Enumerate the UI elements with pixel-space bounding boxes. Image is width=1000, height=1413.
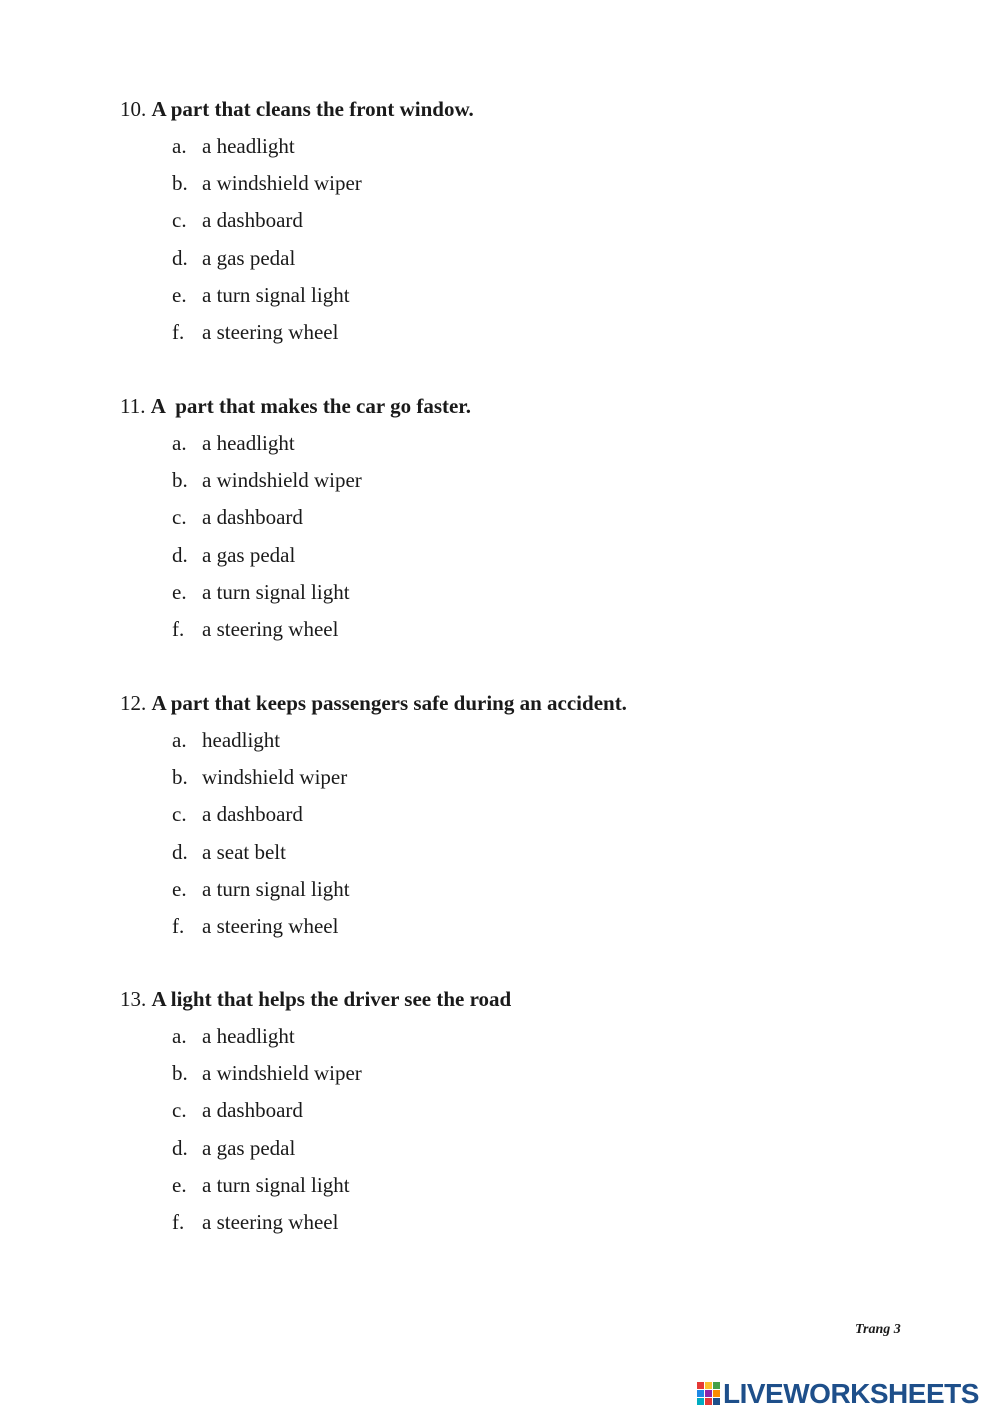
option-letter: f. — [172, 616, 185, 641]
option-a[interactable] — [172, 728, 350, 765]
option-list — [172, 431, 362, 654]
option-letter: b. — [172, 171, 188, 196]
option-c[interactable] — [172, 208, 362, 245]
option-text: a windshield wiper — [202, 1061, 362, 1086]
question-13 — [120, 987, 940, 1234]
option-a[interactable] — [172, 134, 362, 171]
option-text: a seat belt — [202, 839, 286, 864]
option-letter: c. — [172, 802, 187, 827]
option-e[interactable] — [172, 283, 362, 320]
option-text: a turn signal light — [202, 876, 350, 901]
option-e[interactable] — [172, 877, 350, 914]
option-text: a steering wheel — [202, 319, 339, 344]
question-title — [120, 394, 940, 418]
question-number: 13. — [120, 987, 147, 1011]
option-letter: b. — [172, 765, 188, 790]
option-letter: e. — [172, 282, 187, 307]
option-f[interactable] — [172, 617, 362, 654]
option-letter: e. — [172, 579, 187, 604]
question-number: 11. — [120, 394, 146, 418]
option-text: a steering wheel — [202, 913, 339, 938]
question-number: 12. — [120, 691, 147, 715]
option-letter: b. — [172, 468, 188, 493]
option-text: a headlight — [202, 1024, 295, 1048]
option-letter: e. — [172, 876, 187, 901]
option-f[interactable] — [172, 914, 350, 951]
option-list — [172, 728, 350, 951]
option-text: a dashboard — [202, 1098, 303, 1123]
option-text: a dashboard — [202, 802, 303, 827]
option-b[interactable] — [172, 765, 350, 802]
option-letter: a. — [172, 1024, 187, 1048]
option-text: a headlight — [202, 431, 295, 455]
option-letter: f. — [172, 1209, 185, 1234]
option-text: headlight — [202, 728, 281, 752]
option-text: a gas pedal — [202, 1135, 296, 1160]
question-text: A light that helps the driver see the road — [151, 987, 512, 1011]
option-letter: f. — [172, 319, 185, 344]
option-a[interactable] — [172, 1024, 362, 1061]
option-f[interactable] — [172, 320, 362, 357]
option-letter: c. — [172, 1098, 187, 1123]
option-text: a windshield wiper — [202, 468, 362, 493]
question-10 — [120, 97, 940, 344]
page-number: Trang 3 — [855, 1322, 901, 1337]
option-text: a gas pedal — [202, 245, 296, 270]
option-text: a headlight — [202, 134, 295, 158]
option-letter: a. — [172, 431, 187, 455]
option-letter: e. — [172, 1172, 187, 1197]
option-letter: d. — [172, 839, 188, 864]
option-letter: f. — [172, 913, 185, 938]
option-e[interactable] — [172, 1173, 362, 1210]
question-title — [120, 97, 940, 121]
question-text: A part that cleans the front window. — [151, 97, 474, 121]
option-text: a dashboard — [202, 208, 303, 233]
option-f[interactable] — [172, 1210, 362, 1247]
option-letter: d. — [172, 1135, 188, 1160]
liveworksheets-logo-icon — [697, 1382, 721, 1406]
option-text: a steering wheel — [202, 616, 339, 641]
option-d[interactable] — [172, 1136, 362, 1173]
option-letter: c. — [172, 208, 187, 233]
option-text: a windshield wiper — [202, 171, 362, 196]
option-d[interactable] — [172, 246, 362, 283]
option-letter: c. — [172, 505, 187, 530]
option-c[interactable] — [172, 505, 362, 542]
question-title — [120, 691, 940, 715]
option-text: a steering wheel — [202, 1209, 339, 1234]
option-b[interactable] — [172, 171, 362, 208]
option-text: a turn signal light — [202, 282, 350, 307]
option-text: windshield wiper — [202, 765, 348, 790]
option-text: a dashboard — [202, 505, 303, 530]
option-list — [172, 1024, 362, 1247]
option-e[interactable] — [172, 580, 362, 617]
option-d[interactable] — [172, 840, 350, 877]
question-text: A part that makes the car go faster. — [150, 394, 471, 418]
option-text: a gas pedal — [202, 542, 296, 567]
option-a[interactable] — [172, 431, 362, 468]
option-b[interactable] — [172, 468, 362, 505]
option-letter: d. — [172, 542, 188, 567]
question-number: 10. — [120, 97, 147, 121]
option-letter: a. — [172, 728, 187, 752]
liveworksheets-brand[interactable] — [697, 1376, 979, 1412]
option-letter: b. — [172, 1061, 188, 1086]
option-b[interactable] — [172, 1061, 362, 1098]
option-text: a turn signal light — [202, 579, 350, 604]
option-list — [172, 134, 362, 357]
option-text: a turn signal light — [202, 1172, 350, 1197]
question-text: A part that keeps passengers safe during an accident. — [151, 691, 627, 715]
question-11 — [120, 394, 940, 641]
question-title — [120, 987, 940, 1011]
option-letter: a. — [172, 134, 187, 158]
question-12 — [120, 691, 940, 938]
option-c[interactable] — [172, 802, 350, 839]
brand-text: LIVEWORKSHEETS — [723, 1378, 979, 1409]
option-c[interactable] — [172, 1098, 362, 1135]
option-letter: d. — [172, 245, 188, 270]
option-d[interactable] — [172, 543, 362, 580]
